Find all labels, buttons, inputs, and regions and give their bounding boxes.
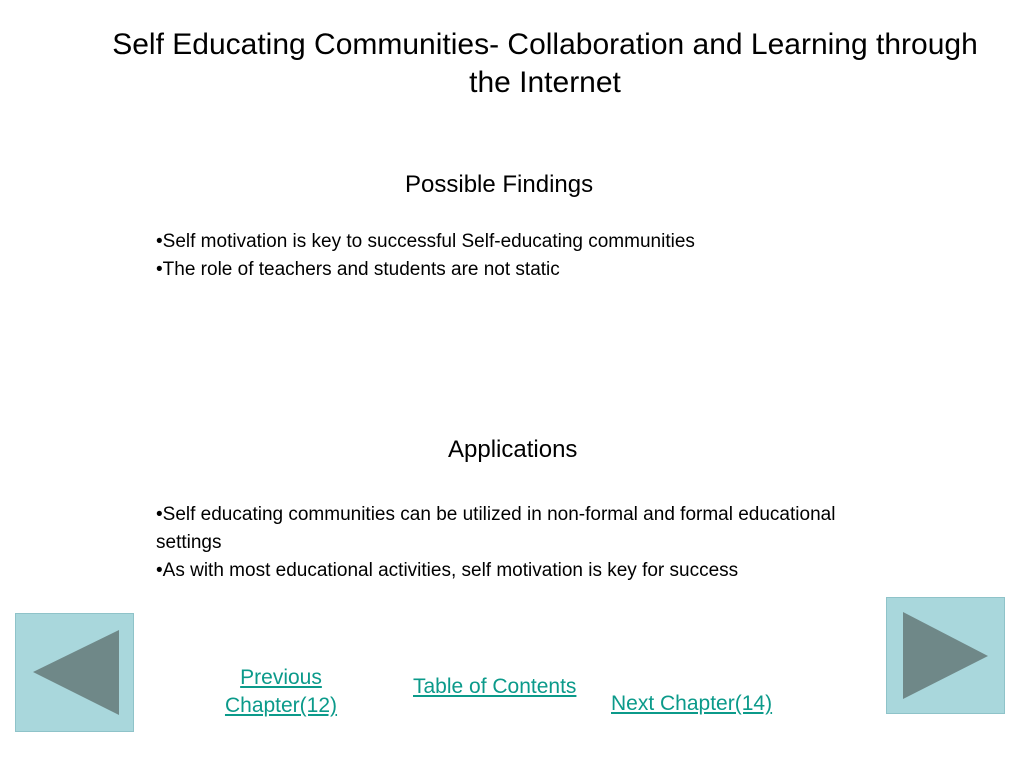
previous-slide-button[interactable] (15, 613, 134, 732)
slide-title: Self Educating Communities- Collaboration and Learning through the Internet (112, 28, 978, 99)
findings-item (156, 256, 695, 284)
applications-item (156, 557, 876, 585)
table-of-contents-link[interactable]: Table of Contents (413, 675, 577, 698)
triangle-right-icon (887, 598, 1006, 715)
findings-list (156, 228, 695, 284)
applications-list (156, 501, 876, 585)
triangle-left-icon (16, 614, 135, 733)
previous-chapter-link[interactable] (206, 664, 356, 720)
next-slide-button[interactable] (886, 597, 1005, 714)
applications-item-text: Self educating communities can be utilized in non-formal and formal educational settings (156, 504, 836, 553)
findings-heading: Possible Findings (405, 171, 594, 198)
findings-item-text: The role of teachers and students are not static (162, 259, 560, 280)
applications-item-text: As with most educational activities, self motivation is key for success (162, 560, 739, 581)
findings-item (156, 228, 695, 256)
applications-heading: Applications (448, 436, 578, 463)
next-chapter-link[interactable]: Next Chapter(14) (611, 692, 773, 715)
applications-item (156, 501, 876, 557)
previous-chapter-line2[interactable]: Chapter(12) (224, 694, 338, 717)
previous-chapter-line1[interactable]: Previous (240, 666, 322, 689)
findings-item-text: Self motivation is key to successful Self-educating communities (162, 231, 695, 252)
